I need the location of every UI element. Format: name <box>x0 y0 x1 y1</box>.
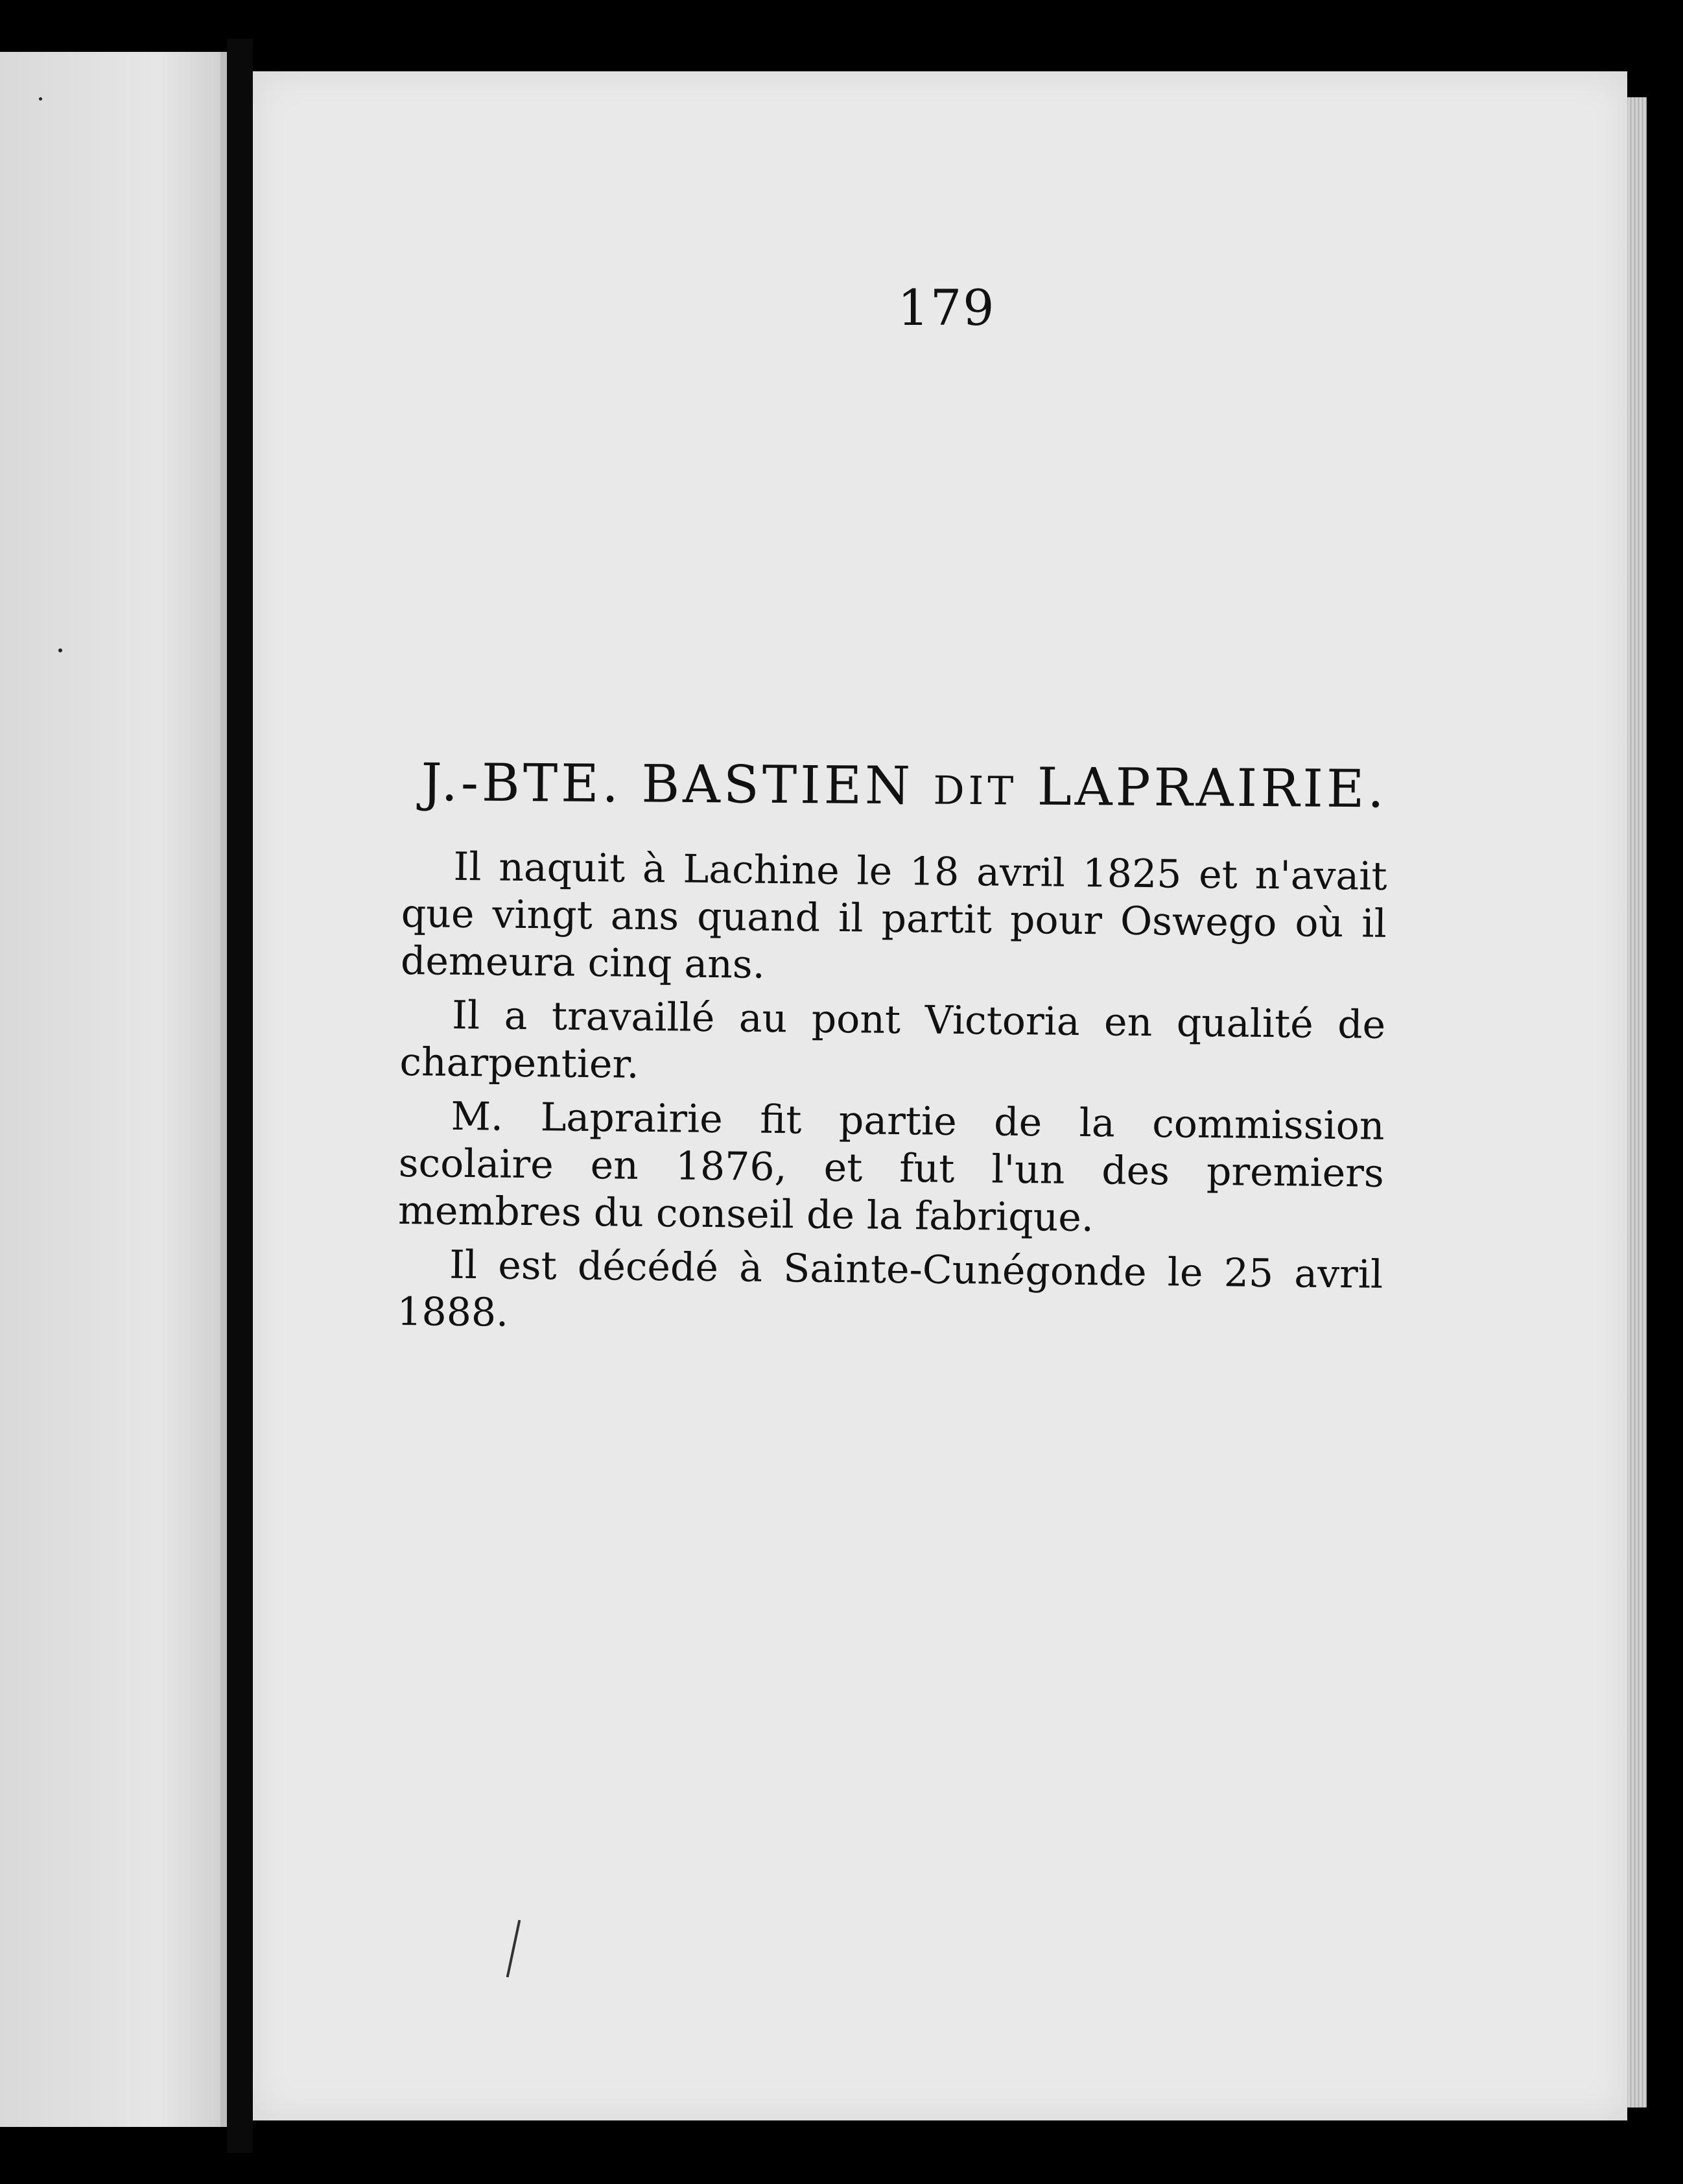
heading-dit: DIT <box>933 768 1018 814</box>
entry-body <box>397 843 1387 1353</box>
scan-speck <box>39 97 42 101</box>
paragraph-birth: Il naquit à Lachine le 18 avril 1825 et n'avait que vingt ans quand il partit pour Oswego où il demeura cinq ans. <box>400 844 1387 988</box>
previous-page-border <box>220 52 227 2127</box>
page-stack-edge <box>1627 97 1647 2107</box>
page-number: 179 <box>897 279 996 337</box>
paragraph-work: Il a travaillé au pont Victoria en qualité de charpentier. <box>399 992 1386 1087</box>
heading-surname: LAPRAIRIE. <box>1037 756 1388 820</box>
entry-heading <box>421 752 1407 820</box>
paragraph-commission: M. Laprairie fit partie de la commission scolaire en 1876, et fut l'un des premiers membres du conseil de la fabrique. <box>397 1093 1385 1241</box>
book-gutter <box>227 39 253 2153</box>
paragraph-death: Il est décédé à Sainte-Cunégonde le 25 avril 1888. <box>397 1242 1383 1336</box>
previous-page-edge <box>0 52 227 2127</box>
heading-name: J.-BTE. BASTIEN <box>421 752 914 816</box>
scan-speck <box>58 648 62 652</box>
